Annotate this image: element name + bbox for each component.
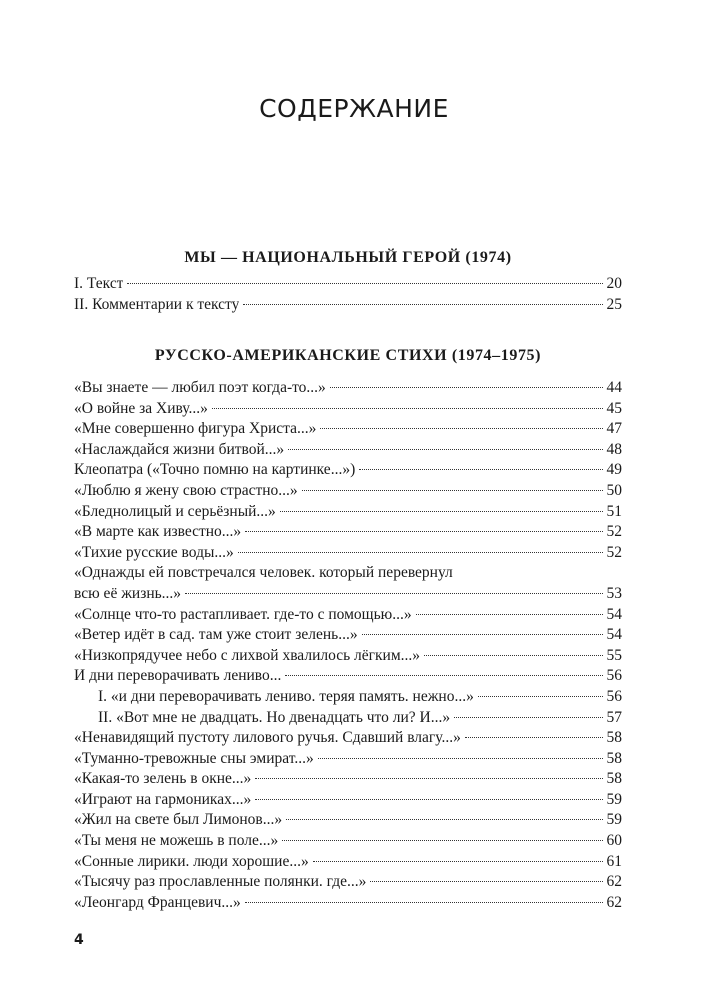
toc-entry: «Ненавидящий пустоту лилового ручья. Сдавший влагу...» 58 [74,729,622,747]
toc-entry: II. Комментарии к тексту 25 [74,295,622,313]
toc-entry: «Ты меня не можешь в поле...» 60 [74,832,622,850]
toc-entry: «Низкопрядучее небо с лихвой хвалилось лёгким...» 55 [74,646,622,664]
toc-entry: «Солнце что-то растапливает. где-то с помощью...» 54 [74,605,622,623]
toc-entry: «Играют на гармониках...» 59 [74,790,622,808]
toc-entry: «Сонные лирики. люди хорошие...» 61 [74,852,622,870]
toc-entry: «Наслаждайся жизни битвой...» 48 [74,440,622,458]
toc-entry: «Жил на свете был Лимонов...» 59 [74,811,622,829]
toc-sub-entry: I. «и дни переворачивать лениво. теряя память. нежно...» 56 [98,687,622,705]
toc-entry: «Мне совершенно фигура Христа...» 47 [74,420,622,438]
toc-entry: «В марте как известно...» 52 [74,523,622,541]
toc-entry: «Ветер идёт в сад. там уже стоит зелень...» 54 [74,626,622,644]
toc-entry: «О войне за Хиву...» 45 [74,399,622,417]
toc-section-national-hero [74,246,622,315]
page-number: 4 [74,932,84,948]
toc-entry: И дни переворачивать лениво... 56 [74,667,622,685]
toc-entry: всю её жизнь...» 53 [74,584,622,602]
toc-entry: Клеопатра («Точно помню на картинке...») 49 [74,461,622,479]
toc-entry-wrapped-line: «Однажды ей повстречался человек. который перевернул [74,564,453,582]
toc-sub-entry: II. «Вот мне не двадцать. Но двенадцать что ли? И...» 57 [98,708,622,726]
toc-entry: «Туманно-тревожные сны эмират...» 58 [74,749,622,767]
toc-entry: I. Текст 20 [74,275,622,292]
toc-entry: «Бледнолицый и серьёзный...» 51 [74,502,622,520]
page-title: СОДЕРЖАНИЕ [259,94,449,123]
toc-entry: «Какая-то зелень в окне...» 58 [74,770,622,788]
toc-section-russian-american-poems [74,344,622,913]
toc-entry: «Тысячу раз прославленные полянки. где...» 62 [74,873,622,891]
toc-entry: «Вы знаете — любил поэт когда-то...» 44 [74,379,622,396]
toc-entry: «Люблю я жену свою страстно...» 50 [74,481,622,499]
toc-entry: «Тихие русские воды...» 52 [74,543,622,561]
toc-entry: «Леонгард Францевич...» 62 [74,893,622,911]
section-heading: РУССКО-АМЕРИКАНСКИЕ СТИХИ (1974–1975) [154,347,542,364]
section-heading: МЫ — НАЦИОНАЛЬНЫЙ ГЕРОЙ (1974) [184,249,512,266]
